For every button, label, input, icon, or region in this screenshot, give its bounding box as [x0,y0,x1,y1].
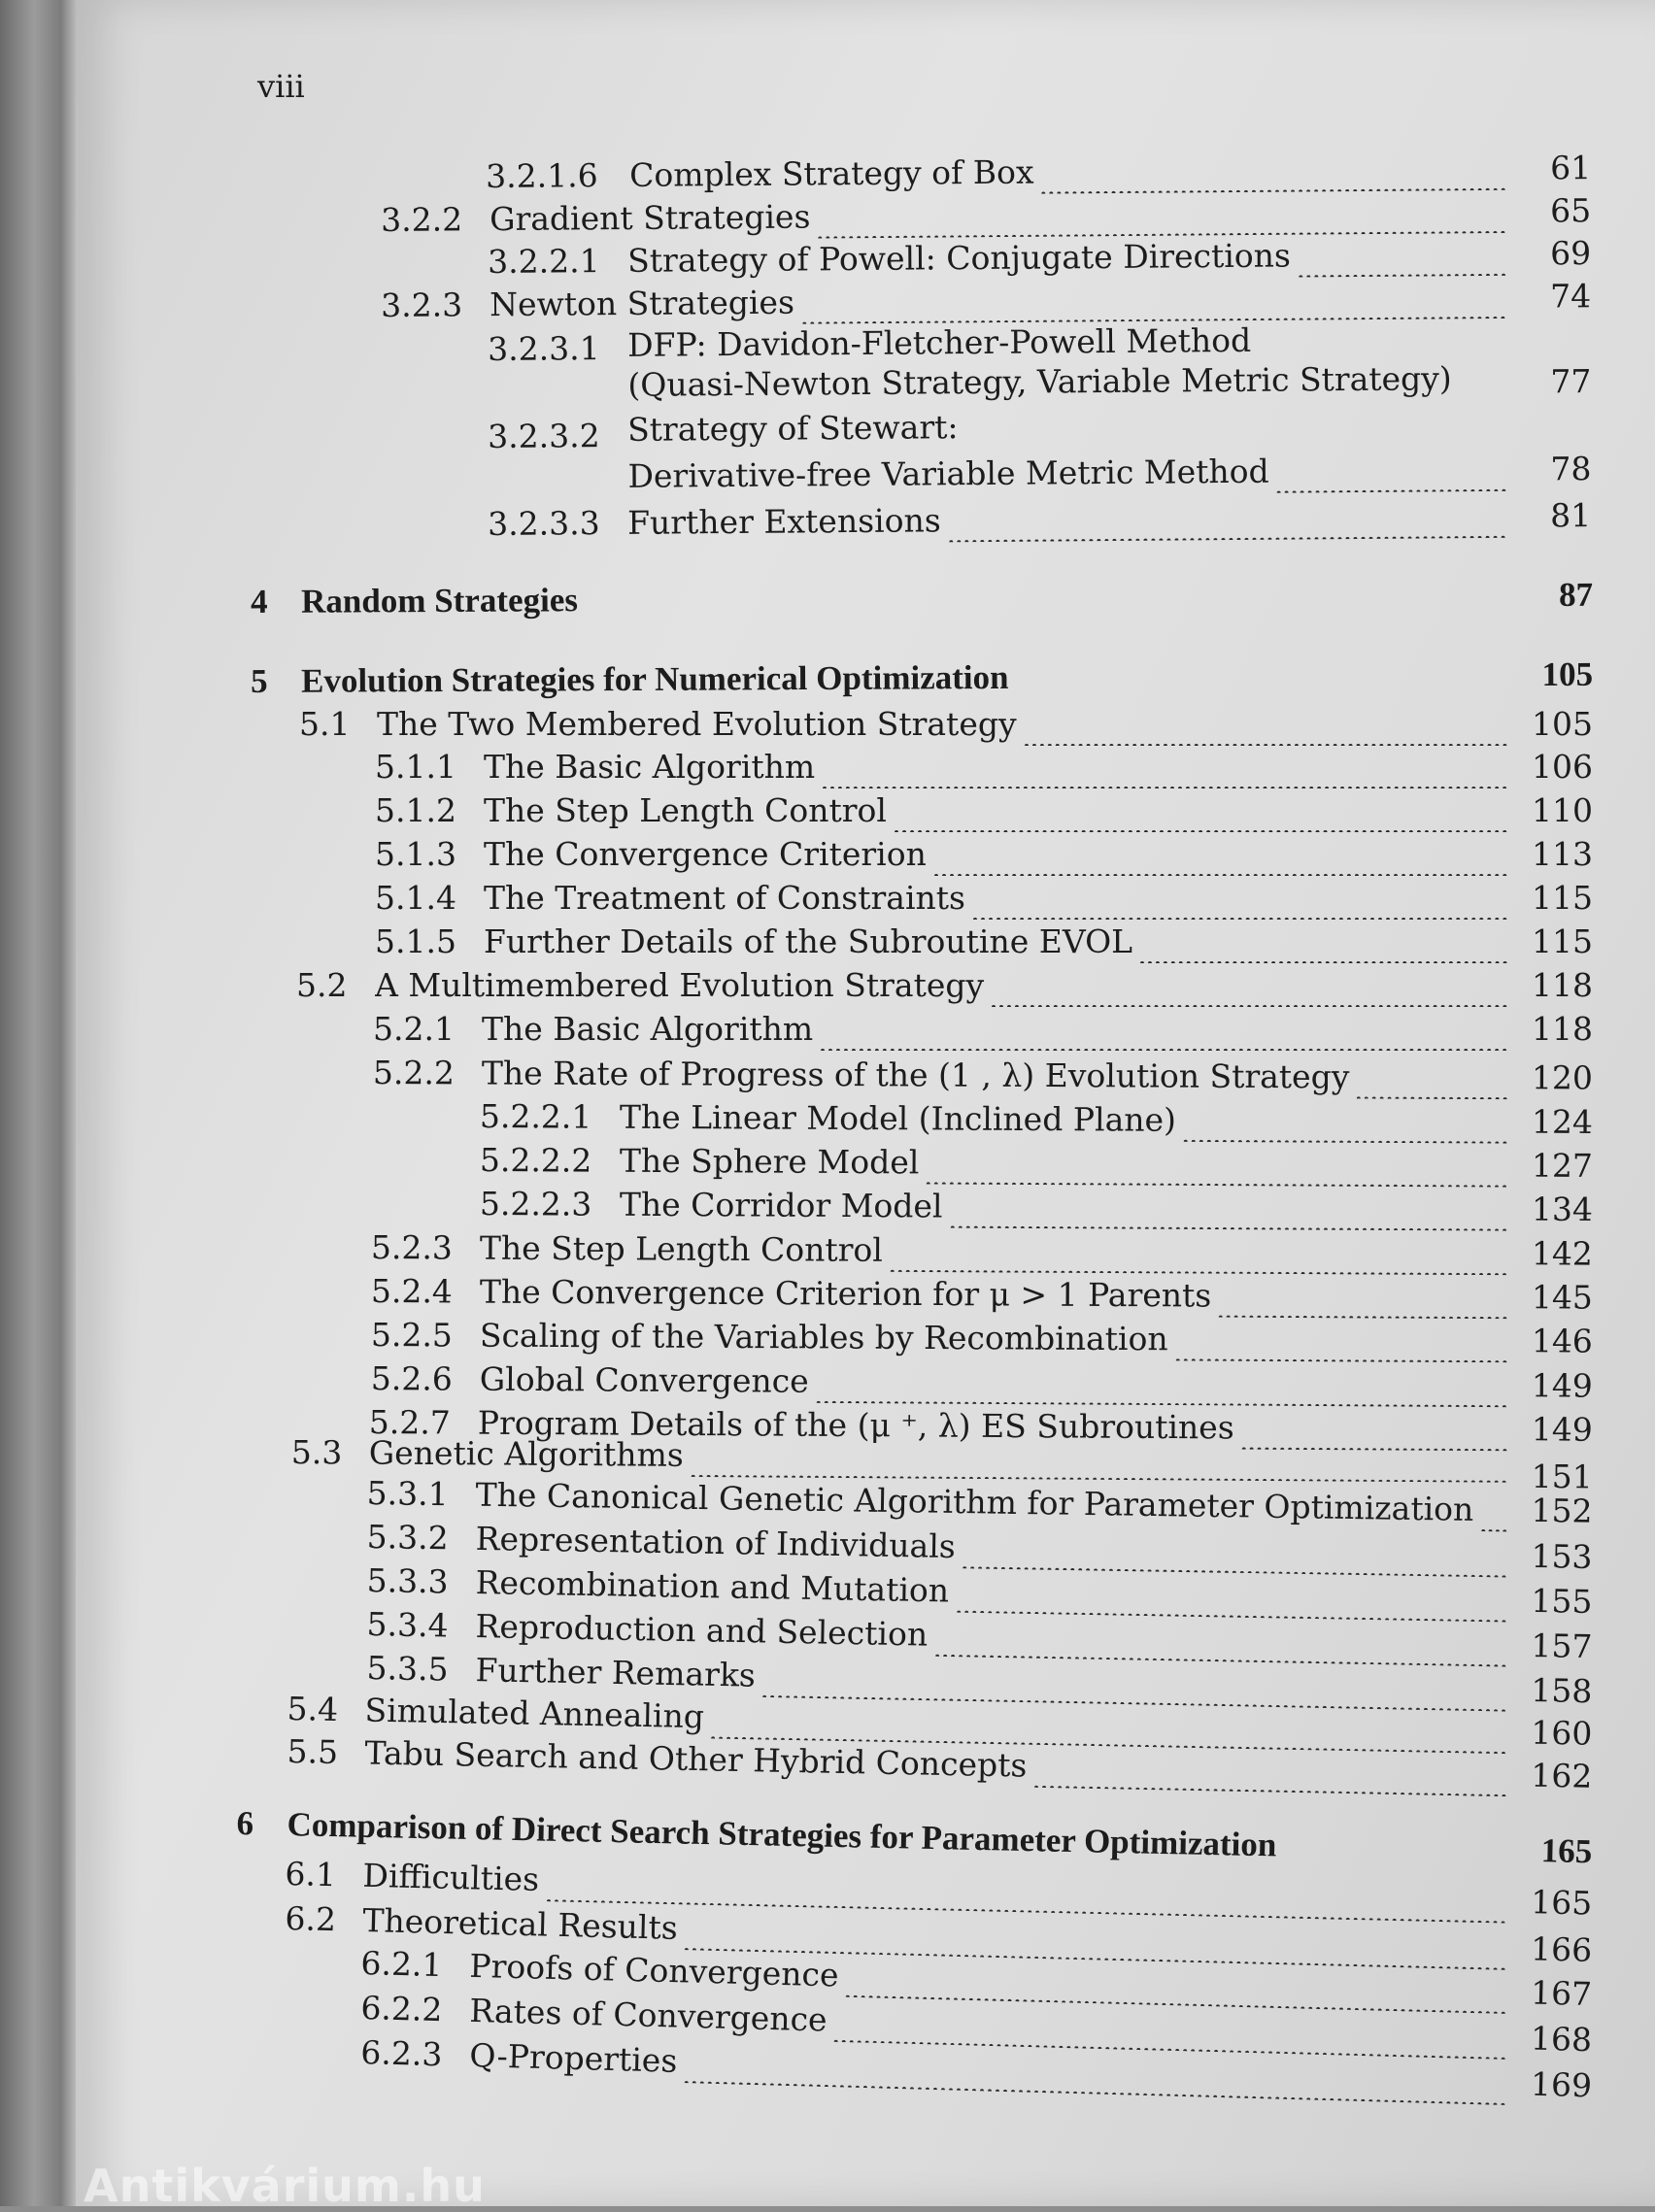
section-title: Further Extensions [626,501,941,542]
page-number: 146 [1531,1322,1593,1360]
page-number: 134 [1531,1190,1593,1228]
toc-entry [371,1359,1593,1408]
section-title: The Sphere Model [619,1141,920,1182]
page-number: 157 [1531,1625,1593,1666]
section-title: Gradient Strategies [489,197,811,239]
page-number: 168 [1530,2019,1593,2060]
section-title: The Rate of Progress of the (1 , λ) Evolution Strategy [481,1054,1350,1096]
toc-entry [296,966,1593,1007]
section-number: 3.2.2 [381,200,463,239]
section-number: 3.2.1.6 [486,156,598,195]
chapter-number: 6 [236,1804,254,1843]
dot-leader [818,192,1505,241]
toc-entry [480,1097,1593,1144]
toc-entry [299,705,1593,746]
dot-leader [992,966,1507,1007]
page-number: 151 [1531,1457,1593,1496]
page-number: 105 [1532,705,1593,743]
chapter-title: Evolution Strategies for Numerical Optimization [300,657,1009,700]
toc-entry [486,149,1591,198]
section-number: 5.1.3 [375,835,456,873]
dot-leader [823,748,1507,788]
dot-leader [692,1436,1507,1483]
section-number: 5.2.2 [372,1054,455,1092]
toc-entry [488,409,1592,507]
dot-leader [1357,1057,1507,1099]
dot-leader [802,278,1506,326]
section-title: The Basic Algorithm [482,1010,814,1048]
dot-leader [817,1362,1507,1407]
dot-leader [1140,922,1507,963]
section-number: 5.2.3 [370,1228,453,1267]
section-title: Complex Strategy of Box [628,152,1034,194]
toc-entry [371,1316,1593,1363]
page-number: 113 [1532,835,1593,873]
dot-leader [935,1616,1507,1667]
page-number: 118 [1532,966,1593,1004]
dot-leader [950,1188,1507,1231]
section-number: 5.1.1 [375,748,456,786]
section-title: The Convergence Criterion for μ > 1 Parents [479,1272,1212,1315]
page-number: 105 [1541,654,1594,694]
section-title: Proofs of Convergence [468,1946,840,1994]
section-number: 3.2.3.3 [488,504,600,543]
page-number: 149 [1531,1366,1593,1405]
dot-leader [934,835,1507,876]
section-title: The Canonical Genetic Algorithm for Parameter Optimization [475,1475,1474,1528]
section-number: 5.2.2.3 [479,1185,592,1223]
toc-chapter [251,655,1593,703]
toc-entry [381,277,1591,327]
toc-entry [375,835,1593,876]
section-title: Recombination and Mutation [475,1562,950,1610]
section-title: Reproduction and Selection [475,1607,929,1654]
section-title: Difficulties [362,1856,540,1898]
dot-leader [1219,1277,1507,1320]
toc-entry [375,791,1593,832]
section-title: Genetic Algorithms [368,1433,684,1474]
chapter-title: Comparison of Direct Search Strategies for Parameter Optimization [287,1805,1277,1864]
page-number: 165 [1540,1831,1593,1871]
section-number: 6.1 [285,1855,337,1894]
toc-entry [488,496,1591,546]
section-number: 5.3.3 [366,1561,449,1601]
section-title: The Step Length Control [479,1228,883,1269]
toc-entry [373,1054,1593,1099]
section-title: Q-Properties [468,2036,678,2080]
page-number: 155 [1531,1581,1593,1622]
page-number: 74 [1549,277,1592,316]
dot-leader [963,1527,1506,1577]
dot-leader [927,1143,1507,1187]
page-number: 77 [1550,362,1592,401]
section-number: 5.1.5 [375,922,456,960]
section-number: 6.2.3 [359,2033,443,2074]
section-title: The Basic Algorithm [484,748,816,786]
toc-entry [381,191,1591,242]
section-title: The Corridor Model [619,1185,943,1225]
watermark: Antikvárium.hu [84,2160,486,2212]
section-title: Further Details of the Subroutine EVOL [484,922,1133,960]
section-title-continued: (Quasi-Newton Strategy, Variable Metric Strategy) [627,359,1452,404]
toc-entry [375,922,1593,963]
section-title: Program Details of the (μ ⁺, λ) ES Subroutines [477,1403,1234,1447]
section-number: 3.2.3 [381,285,463,324]
section-number: 5.4 [287,1690,339,1729]
page-number: 115 [1532,879,1593,917]
chapter-number: 5 [251,661,268,700]
section-number: 5.2.2.2 [479,1141,592,1180]
page-number: 142 [1531,1234,1593,1273]
section-number: 5.3.5 [366,1649,449,1689]
page-number: 61 [1549,149,1592,187]
page-number: 81 [1549,496,1592,535]
section-number: 3.2.3.1 [488,329,600,368]
section-number: 3.2.2.1 [488,242,600,281]
dot-leader [1299,235,1506,280]
section-number: 5.1 [299,705,351,743]
section-title: Newton Strategies [489,283,795,324]
page-number: 152 [1531,1491,1593,1530]
dot-leader [1481,1491,1507,1532]
dot-leader [1025,705,1507,746]
page-number: 78 [1550,450,1592,488]
page-number: 124 [1531,1102,1593,1141]
section-title: Simulated Annealing [364,1691,705,1736]
section-number: 5.3.1 [366,1474,449,1514]
page-number: 153 [1531,1536,1593,1576]
page-number: 149 [1531,1410,1593,1449]
page-number: 115 [1532,922,1593,960]
toc-entry [371,1272,1593,1320]
section-number: 5.1.4 [375,879,456,917]
dot-leader [1041,150,1505,196]
section-number: 5.2.1 [373,1010,455,1048]
section-title: Theoretical Results [362,1900,679,1947]
section-number: 5.2.7 [368,1403,451,1442]
toc-entry [371,1228,1593,1276]
chapter-number: 4 [251,582,268,620]
toc-entry [375,879,1593,920]
dot-leader [891,1231,1507,1275]
toc-entry [480,1185,1593,1231]
section-number: 5.2.5 [370,1316,453,1355]
section-title-continued: Derivative-free Variable Metric Method [627,452,1269,495]
section-number: 5.3.4 [366,1605,449,1645]
page-number: 127 [1531,1146,1593,1185]
page-number: 166 [1530,1929,1593,1969]
section-title: Scaling of the Variables by Recombination [479,1316,1168,1358]
page-number: 165 [1530,1883,1593,1923]
page-number: 69 [1549,234,1592,273]
toc-entry [373,1010,1593,1051]
dot-leader [1184,1101,1507,1144]
section-number: 5.5 [287,1732,339,1772]
section-title: The Two Membered Evolution Strategy [377,705,1017,743]
section-title: The Linear Model (Inclined Plane) [619,1097,1177,1139]
dot-leader [949,497,1506,545]
dot-leader [1277,451,1506,495]
section-number: 6.2.1 [360,1944,443,1985]
page-number: 106 [1532,748,1593,786]
toc-entry [480,1141,1593,1188]
section-number: 6.2 [285,1899,337,1939]
dot-leader [1034,1747,1507,1797]
dot-leader [973,879,1507,920]
section-title: The Treatment of Constraints [484,879,965,917]
page-number: 110 [1532,791,1593,829]
page-number: 158 [1531,1671,1593,1711]
section-number: 5.1.2 [375,791,456,829]
section-number: 5.2 [296,966,348,1004]
toc-chapter [251,576,1593,623]
section-title: Tabu Search and Other Hybrid Concepts [364,1733,1028,1785]
section-title: Strategy of Powell: Conjugate Directions [626,236,1292,280]
section-title: Global Convergence [479,1359,809,1400]
page-number: 162 [1531,1756,1593,1795]
section-number: 6.2.2 [359,1989,443,2029]
section-title: Further Remarks [475,1651,757,1694]
section-title: Strategy of Stewart: [626,408,959,449]
dot-leader [821,1010,1507,1051]
page-number: 87 [1558,575,1594,614]
page-number: 167 [1530,1973,1593,2014]
toc-entry [488,234,1591,284]
page-number: 145 [1531,1278,1593,1317]
dot-leader [1176,1320,1507,1362]
page-number: 169 [1530,2064,1593,2105]
section-title: The Convergence Criterion [484,835,927,873]
section-title: A Multimembered Evolution Strategy [375,966,985,1004]
section-number: 5.2.2.1 [479,1097,592,1136]
chapter-title: Random Strategies [300,581,579,620]
section-number: 5.3.2 [366,1518,449,1558]
section-title: Rates of Convergence [468,1991,828,2039]
page-number: 65 [1549,191,1592,230]
page-number: 160 [1531,1713,1593,1753]
section-title: The Step Length Control [484,791,887,829]
dot-leader [957,1572,1507,1623]
dot-leader [895,791,1507,832]
toc-entry [488,321,1592,419]
page-number: 120 [1531,1058,1593,1097]
section-number: 5.2.4 [370,1272,453,1311]
section-number: 5.2.6 [370,1359,453,1398]
page-number: 118 [1532,1010,1593,1048]
page-label: viii [257,68,305,105]
section-title: DFP: Davidon-Fletcher-Powell Method [626,320,1252,364]
section-number: 5.3 [290,1433,343,1472]
section-title: Representation of Individuals [475,1519,957,1566]
toc-entry [375,748,1593,788]
section-number: 3.2.3.2 [488,417,600,455]
